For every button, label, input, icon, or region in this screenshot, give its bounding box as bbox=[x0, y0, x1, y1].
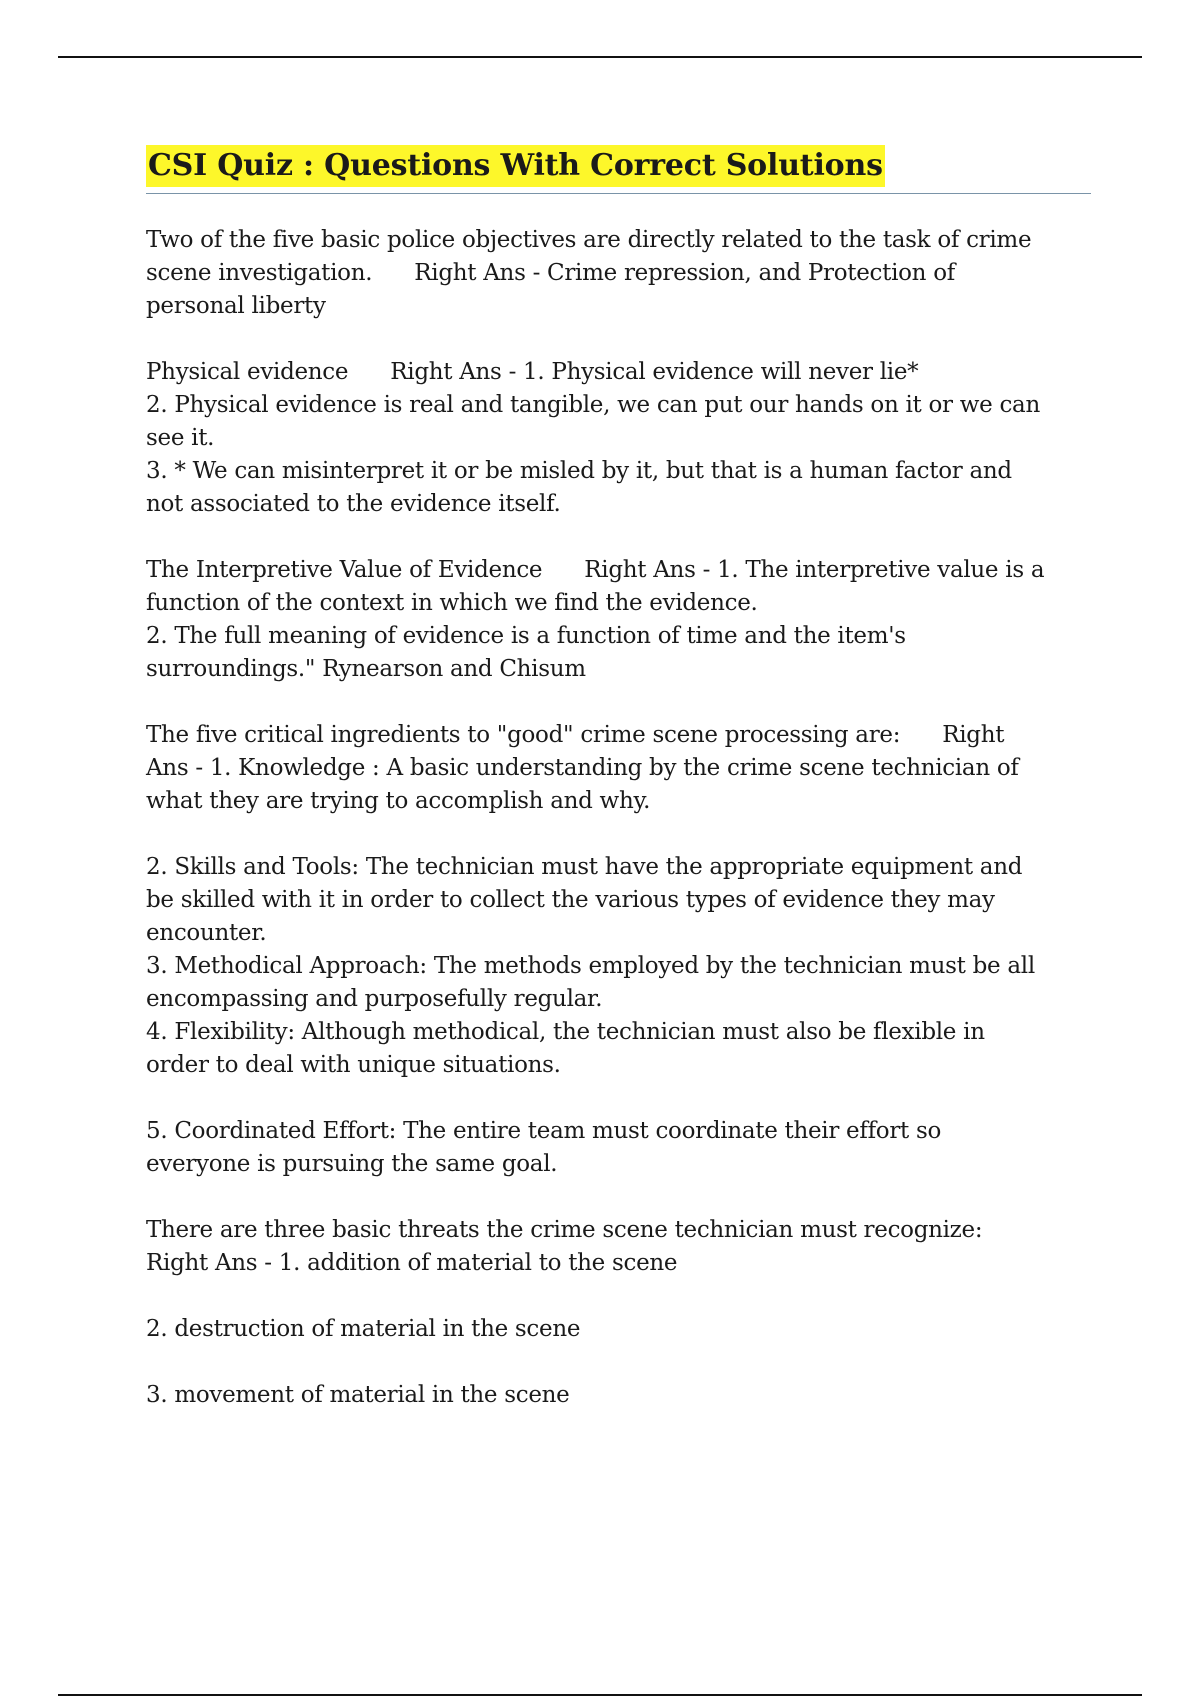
footer-rule bbox=[58, 1694, 1142, 1696]
text-line: see it. bbox=[146, 425, 215, 451]
text-line: 5. Coordinated Effort: The entire team must coordinate their effort so bbox=[146, 1118, 942, 1144]
qa-item-5 bbox=[146, 851, 1091, 1082]
text-line: personal liberty bbox=[146, 293, 326, 319]
text-line: Ans - 1. Knowledge : A basic understanding by the crime scene technician of bbox=[146, 755, 1019, 781]
qa-item-1 bbox=[146, 224, 1091, 323]
text-line: The five critical ingredients to "good" crime scene processing are: Right bbox=[146, 722, 1005, 748]
qa-item-8 bbox=[146, 1313, 1091, 1346]
text-line: Two of the five basic police objectives are directly related to the task of crime bbox=[146, 227, 1032, 253]
title-block bbox=[146, 145, 1091, 194]
text-line: 3. Methodical Approach: The methods employed by the technician must be all bbox=[146, 953, 1035, 979]
text-line: 3. movement of material in the scene bbox=[146, 1382, 570, 1408]
text-line: be skilled with it in order to collect the various types of evidence they may bbox=[146, 887, 995, 913]
text-line: function of the context in which we find the evidence. bbox=[146, 590, 758, 616]
text-line: order to deal with unique situations. bbox=[146, 1052, 561, 1078]
text-line: 2. Skills and Tools: The technician must have the appropriate equipment and bbox=[146, 854, 1023, 880]
text-line: Right Ans - 1. addition of material to the scene bbox=[146, 1250, 678, 1276]
qa-item-6 bbox=[146, 1115, 1091, 1181]
text-line: 2. The full meaning of evidence is a function of time and the item's bbox=[146, 623, 906, 649]
header-rule bbox=[58, 56, 1142, 58]
qa-item-2 bbox=[146, 356, 1091, 521]
qa-item-9 bbox=[146, 1379, 1091, 1412]
text-line: 2. Physical evidence is real and tangible, we can put our hands on it or we can bbox=[146, 392, 1040, 418]
text-line: 4. Flexibility: Although methodical, the technician must also be flexible in bbox=[146, 1019, 985, 1045]
text-line: 2. destruction of material in the scene bbox=[146, 1316, 581, 1342]
text-line: encounter. bbox=[146, 920, 267, 946]
document-body bbox=[146, 145, 1091, 1445]
qa-item-7 bbox=[146, 1214, 1091, 1280]
text-line: scene investigation. Right Ans - Crime repression, and Protection of bbox=[146, 260, 955, 286]
document-title: CSI Quiz : Questions With Correct Solutions bbox=[146, 145, 885, 187]
text-line: everyone is pursuing the same goal. bbox=[146, 1151, 558, 1177]
text-line: what they are trying to accomplish and why. bbox=[146, 788, 651, 814]
text-line: 3. * We can misinterpret it or be misled by it, but that is a human factor and bbox=[146, 458, 1012, 484]
text-line: Physical evidence Right Ans - 1. Physical evidence will never lie* bbox=[146, 359, 919, 385]
qa-list bbox=[146, 224, 1091, 1412]
text-line: The Interpretive Value of Evidence Right Ans - 1. The interpretive value is a bbox=[146, 557, 1045, 583]
text-line: surroundings." Rynearson and Chisum bbox=[146, 656, 586, 682]
qa-item-4 bbox=[146, 719, 1091, 818]
qa-item-3 bbox=[146, 554, 1091, 686]
text-line: encompassing and purposefully regular. bbox=[146, 986, 603, 1012]
text-line: There are three basic threats the crime scene technician must recognize: bbox=[146, 1217, 983, 1243]
text-line: not associated to the evidence itself. bbox=[146, 491, 561, 517]
